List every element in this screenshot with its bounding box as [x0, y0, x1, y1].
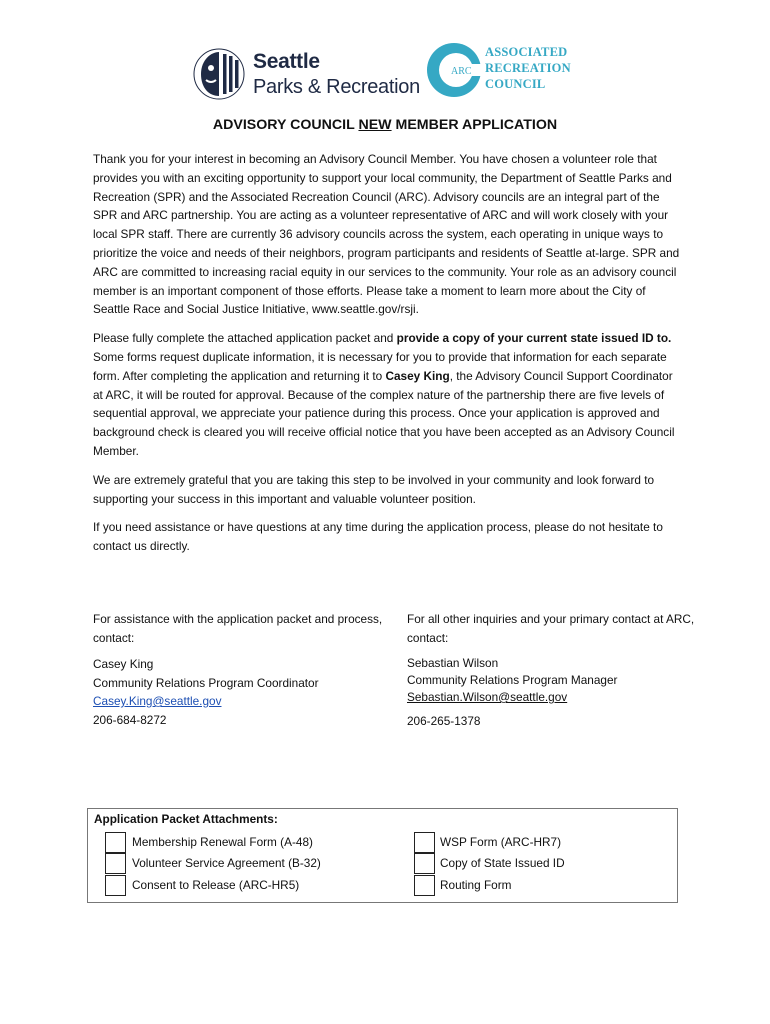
page-title	[0, 117, 770, 133]
title-suffix: MEMBER APPLICATION	[391, 117, 558, 133]
para2-bold-name: Casey King	[385, 368, 450, 383]
seattle-parks-logo	[193, 46, 433, 104]
contact-right-role: Community Relations Program Manager	[407, 673, 618, 687]
title-underlined-word: NEW	[358, 117, 392, 133]
checkbox-routing-form[interactable]	[414, 875, 435, 896]
checkbox-wsp-form[interactable]	[414, 832, 435, 853]
contact-left-role: Community Relations Program Coordinator	[93, 675, 319, 690]
spr-logo-line2: Parks & Recreation	[253, 76, 420, 98]
attachment-label-wsp-form: WSP Form (ARC-HR7)	[440, 835, 562, 849]
seattle-parks-emblem-icon	[193, 46, 245, 102]
attachment-label-consent-release: Consent to Release (ARC-HR5)	[132, 878, 300, 892]
intro-paragraph-2	[93, 329, 683, 461]
title-prefix: ADVISORY COUNCIL	[212, 117, 359, 133]
intro-paragraph-3: We are extremely grateful that you are taking this step to be involved in your community and look forward to supporting your success in this important and valuable volunteer position.	[93, 472, 655, 506]
attachment-label-routing-form: Routing Form	[440, 878, 512, 892]
para2-text-a: Please fully complete the attached application packet and	[93, 331, 397, 346]
para2-text-c: Some forms request duplicate information, it is necessary for you to provide that information for each separate form. After completing the application and returning it to	[93, 349, 667, 383]
contact-right-email[interactable]: Sebastian.Wilson@seattle.gov	[407, 690, 568, 704]
arc-logo-line2: RECREATION	[485, 61, 571, 75]
contact-left-email-link[interactable]: Casey.King@seattle.gov	[93, 694, 222, 708]
attachment-label-volunteer-service: Volunteer Service Agreement (B-32)	[132, 856, 321, 870]
arc-logo-line1: ASSOCIATED	[485, 45, 568, 59]
contact-right-name: Sebastian Wilson	[407, 656, 499, 670]
contact-left-phone: 206-684-8272	[93, 712, 167, 727]
contact-right-intro: For all other inquiries and your primary contact at ARC, contact:	[407, 612, 695, 645]
para2-text-e: , the Advisory Council Support Coordinator at ARC, it will be routed for approval. Because of the complex nature of the partnership there are five levels of sequential approval, we appreciate your patience during this process. Once your application is approved and background check is cleared you will receive official notice that you have been accepted as an Advisory Council Member.	[93, 368, 675, 458]
checkbox-state-id[interactable]	[414, 853, 435, 874]
contact-left-name: Casey King	[93, 657, 154, 671]
attachments-box	[87, 808, 678, 903]
attachment-label-state-id: Copy of State Issued ID	[440, 856, 565, 870]
intro-paragraph-1: Thank you for your interest in becoming an Advisory Council Member. You have chosen a volunteer role that provides you with an exciting opportunity to support your local community, the Department of Seattle Parks and Recreation (SPR) and the Associated Recreation Council (ARC). Advisory councils are an integral part of the SPR and ARC partnership. You are acting as a volunteer representative of ARC and will work closely with your local SPR staff. There are currently 36 advisory councils across the system, each operating in unique ways to prioritize the voice and needs of their neighbors, program participants and residents of Seattle at-large. SPR and ARC are committed to increasing racial equity in our services to the community. Your role as an advisory council member is an important component of those efforts. Please take a moment to learn more about the City of Seattle Race and Social Justice Initiative, www.seattle.gov/rsji.	[93, 152, 680, 317]
checkbox-consent-release[interactable]	[105, 875, 126, 896]
attachments-title: Application Packet Attachments:	[94, 812, 278, 826]
arc-logo	[425, 40, 595, 106]
contact-right-phone: 206-265-1378	[407, 714, 481, 728]
para2-bold-id: provide a copy of your current state issued ID to.	[396, 331, 672, 346]
intro-body	[93, 150, 683, 566]
header-logos	[0, 40, 770, 110]
checkbox-volunteer-service[interactable]	[105, 853, 126, 874]
intro-paragraph-4: If you need assistance or have questions at any time during the application process, please do not hesitate to contact us directly.	[93, 520, 663, 554]
contact-right	[407, 610, 697, 731]
arc-badge-text: ARC	[451, 66, 472, 77]
contact-left-intro: For assistance with the application packet and process, contact:	[93, 612, 383, 645]
attachment-label-membership-renewal: Membership Renewal Form (A-48)	[132, 835, 313, 849]
contact-left	[93, 610, 383, 729]
arc-emblem-icon	[425, 40, 485, 100]
spr-logo-line1: Seattle	[253, 50, 320, 73]
checkbox-membership-renewal[interactable]	[105, 832, 126, 853]
arc-logo-text	[485, 44, 571, 92]
arc-logo-line3: COUNCIL	[485, 77, 546, 91]
